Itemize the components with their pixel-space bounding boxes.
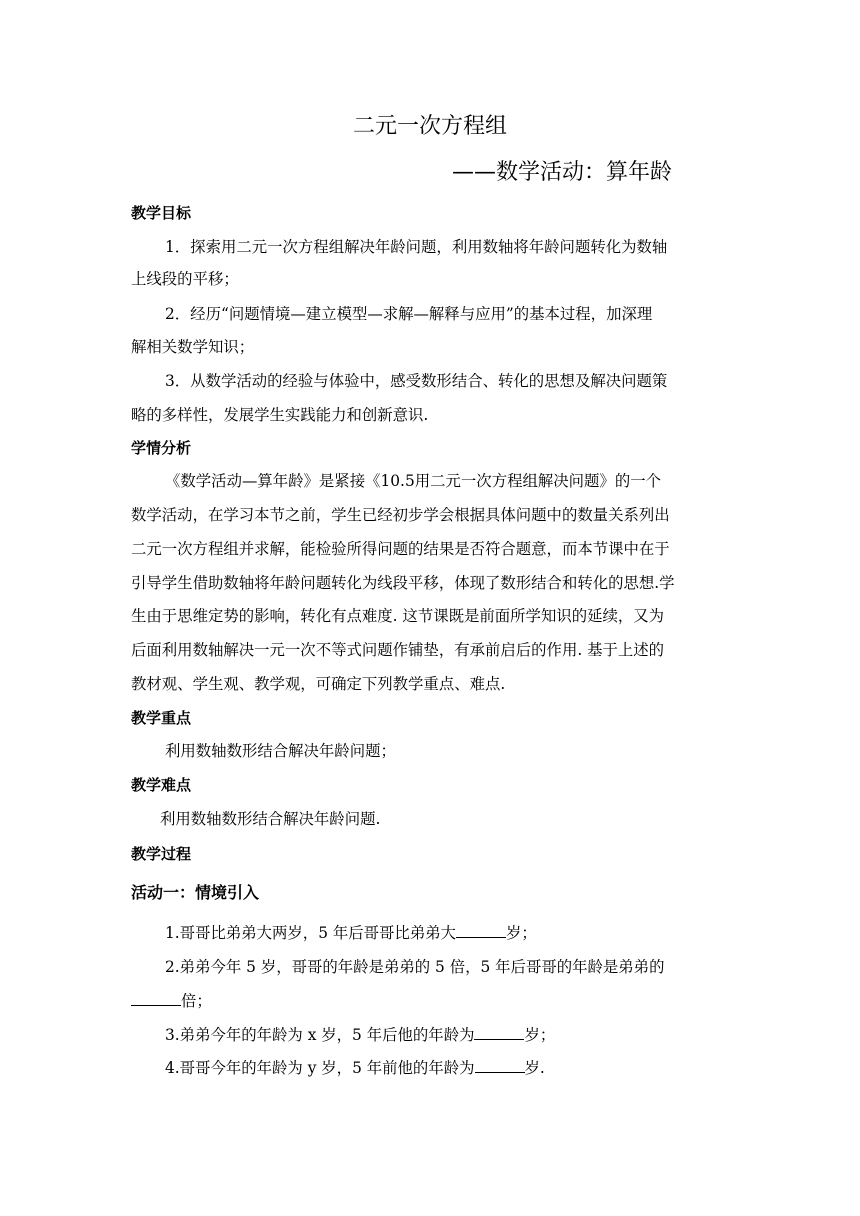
key-point-text: 利用数轴数形结合解决年龄问题； [165,742,396,760]
difficulty-heading: 教学难点 [131,776,192,794]
objective-line: 略的多样性，发展学生实践能力和创新意识. [131,406,429,424]
question-2-text: 2.弟弟今年 5 岁，哥哥的年龄是弟弟的 5 倍，5 年后哥哥的年龄是弟弟的 [165,958,665,976]
question-4 [165,1057,765,1079]
document-title: 二元一次方程组 [352,114,507,139]
analysis-line: 后面利用数轴解决一元一次不等式问题作铺垫，有承前启后的作用. 基于上述的 [131,641,665,659]
question-2 [165,956,765,978]
process-heading: 教学过程 [131,845,192,863]
question-4-text: 4.哥哥今年的年龄为 y 岁，5 年前他的年龄为 [165,1059,475,1077]
question-3-text: 3.弟弟今年的年龄为 x 岁，5 年后他的年龄为 [165,1026,475,1044]
analysis-heading: 学情分析 [131,439,192,457]
analysis-line: 教材观、学生观、教学观，可确定下列教学重点、难点. [131,675,506,693]
objective-line: 1．探索用二元一次方程组解决年龄问题，利用数轴将年龄问题转化为数轴 [165,238,668,256]
key-point-heading: 教学重点 [131,709,192,727]
analysis-line: 数学活动，在学习本节之前，学生已经初步学会根据具体问题中的数量关系列出 [131,506,670,524]
question-4-unit: 岁. [524,1059,545,1077]
objective-line: 3．从数学活动的经验与体验中，感受数形结合、转化的思想及解决问题策 [165,372,668,390]
answer-blank [456,923,506,938]
answer-blank [475,1058,525,1073]
question-1-unit: 岁； [506,924,537,942]
question-2-unit: 倍； [181,992,212,1010]
difficulty-text: 利用数轴数形结合解决年龄问题. [160,810,381,828]
answer-blank [474,1025,524,1040]
objective-line: 2．经历“问题情境—建立模型—求解—解释与应用”的基本过程，加深理 [165,305,653,323]
activity1-heading: 活动一：情境引入 [131,883,260,902]
answer-blank [131,991,181,1006]
question-3 [165,1024,765,1046]
analysis-line: 生由于思维定势的影响，转化有点难度. 这节课既是前面所学知识的延续，又为 [131,607,665,625]
analysis-line: 引导学生借助数轴将年龄问题转化为线段平移，体现了数形结合和转化的思想.学 [131,574,675,592]
question-3-unit: 岁； [524,1026,556,1044]
analysis-line: 二元一次方程组并求解，能检验所得问题的结果是否符合题意，而本节课中在于 [131,540,670,558]
objective-line: 解相关数学知识； [131,338,255,356]
question-1-text: 1.哥哥比弟弟大两岁，5 年后哥哥比弟弟大 [165,924,457,942]
objective-line: 上线段的平移； [131,270,239,288]
objectives-heading: 教学目标 [131,204,192,222]
question-2-cont [131,990,731,1012]
document-subtitle: ——数学活动：算年龄 [452,160,673,185]
question-1 [165,922,765,944]
analysis-line: 《数学活动—算年龄》是紧接《10.5用二元一次方程组解决问题》的一个 [165,472,661,490]
